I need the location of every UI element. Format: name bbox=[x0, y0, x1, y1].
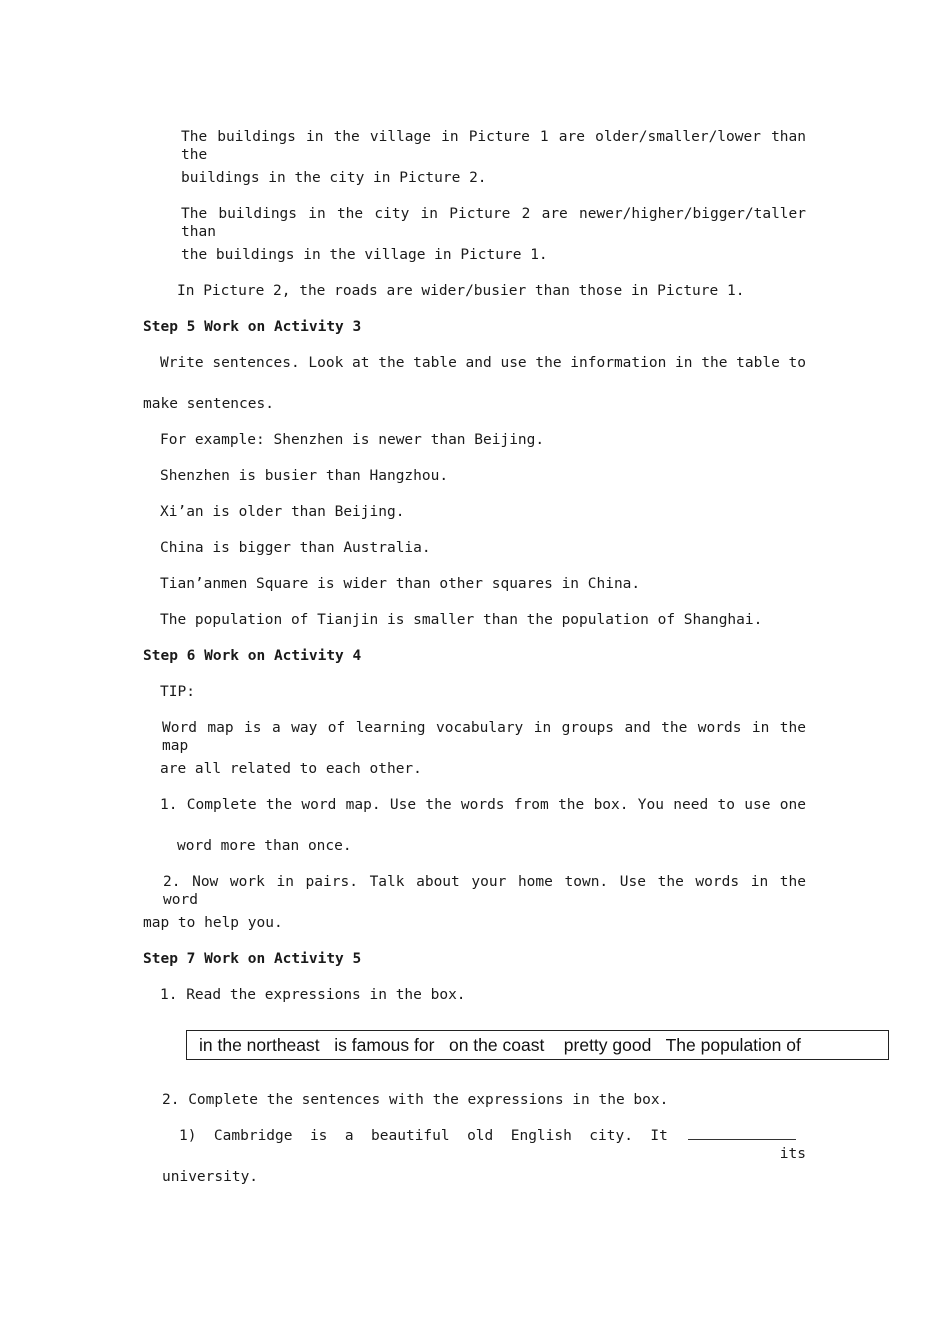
paragraph-line: The buildings in the city in Picture 2 are newer/higher/bigger/taller than bbox=[181, 206, 806, 240]
expressions-box: in the northeast is famous for on the coast pretty good The population of bbox=[186, 1030, 889, 1060]
step-heading: Step 7 Work on Activity 5 bbox=[143, 951, 362, 967]
paragraph-line: Write sentences. Look at the table and use the information in the table to bbox=[160, 355, 807, 371]
step-heading: Step 6 Work on Activity 4 bbox=[143, 648, 362, 664]
paragraph-line: In Picture 2, the roads are wider/busier than those in Picture 1. bbox=[177, 283, 745, 299]
instruction-line: 1. Read the expressions in the box. bbox=[160, 987, 466, 1003]
tip-line: are all related to each other. bbox=[160, 761, 422, 777]
paragraph-line: The buildings in the village in Picture 1 are older/smaller/lower than the bbox=[181, 129, 806, 163]
example-sentence: For example: Shenzhen is newer than Beijing. bbox=[160, 432, 545, 448]
answer-blank[interactable] bbox=[688, 1127, 796, 1140]
question-text: 1) Cambridge is a beautiful old English city. It bbox=[179, 1128, 668, 1144]
instruction-line: 2. Now work in pairs. Talk about your home town. Use the words in the word bbox=[163, 874, 806, 908]
example-sentence: Shenzhen is busier than Hangzhou. bbox=[160, 468, 449, 484]
paragraph-line: the buildings in the village in Picture 1. bbox=[181, 247, 548, 263]
question-text-end: its bbox=[779, 1146, 806, 1162]
exercise-question-continued: university. bbox=[162, 1169, 259, 1185]
tip-line: Word map is a way of learning vocabulary in groups and the words in the map bbox=[162, 720, 806, 754]
step-heading: Step 5 Work on Activity 3 bbox=[143, 319, 362, 335]
example-sentence: Tian’anmen Square is wider than other squares in China. bbox=[160, 576, 641, 592]
instruction-line: 1. Complete the word map. Use the words from the box. You need to use one bbox=[160, 797, 806, 813]
example-sentence: Xi’an is older than Beijing. bbox=[160, 504, 405, 520]
instruction-line: 2. Complete the sentences with the expressions in the box. bbox=[162, 1092, 669, 1108]
example-sentence: China is bigger than Australia. bbox=[160, 540, 431, 556]
tip-label: TIP: bbox=[160, 684, 195, 700]
instruction-line: word more than once. bbox=[177, 838, 352, 854]
exercise-question bbox=[179, 1127, 806, 1163]
paragraph-line: make sentences. bbox=[143, 396, 274, 412]
paragraph-line: buildings in the city in Picture 2. bbox=[181, 170, 487, 186]
instruction-line: map to help you. bbox=[143, 915, 283, 931]
example-sentence: The population of Tianjin is smaller than the population of Shanghai. bbox=[160, 612, 763, 628]
